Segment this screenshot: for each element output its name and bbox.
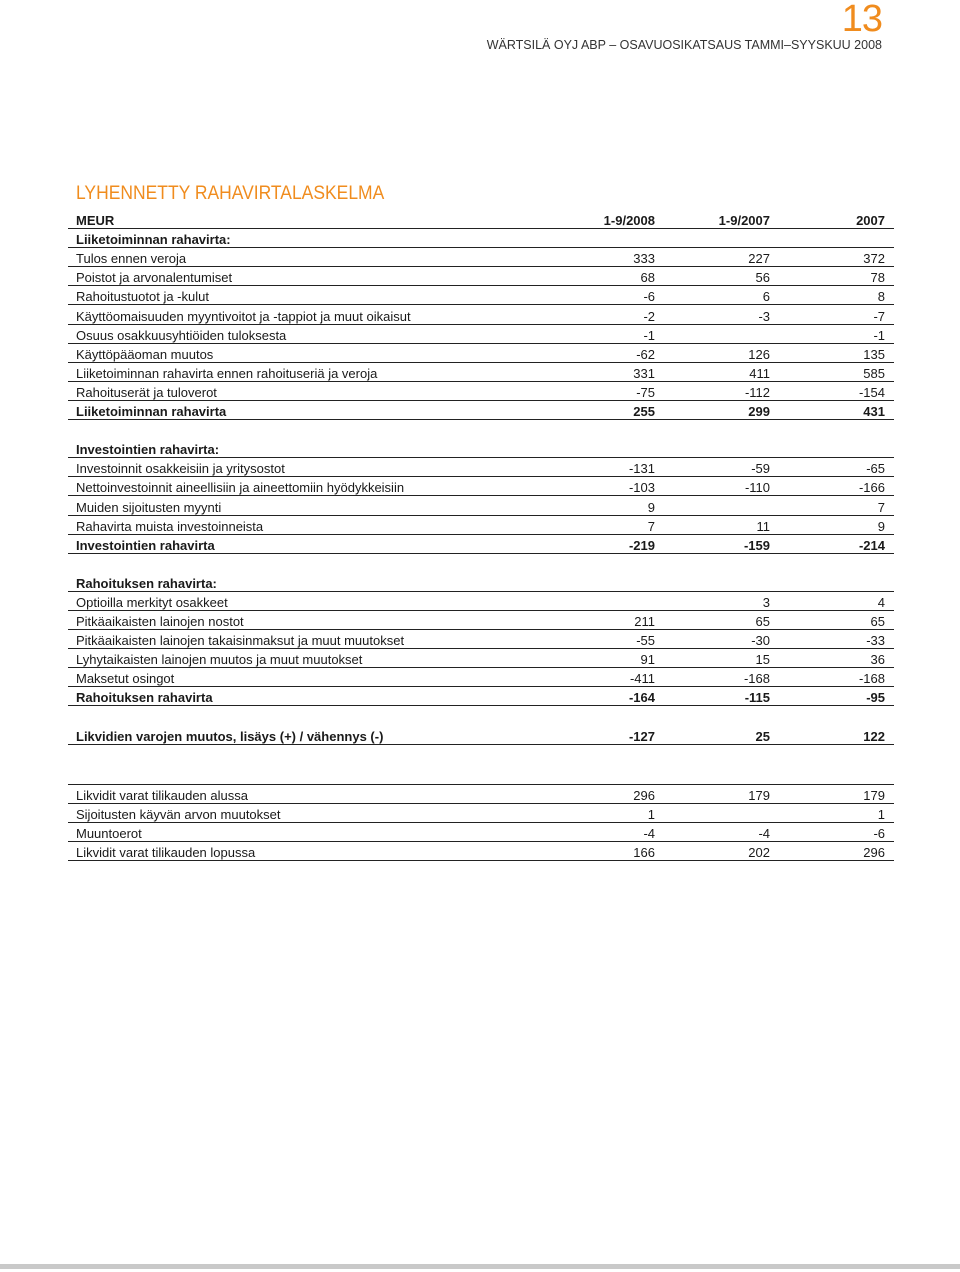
row-value-b: 65 [755,614,770,630]
row-value-a: 91 [640,652,655,668]
row-value-a: 333 [633,251,655,267]
row-label: Poistot ja arvonalentumiset [76,270,233,286]
row-value-a: -75 [636,384,655,400]
row-label: Käyttöomaisuuden myyntivoitot ja -tappiot ja muut oikaisut [76,308,411,324]
column-header-b: 1-9/2007 [718,213,770,229]
row-value-c: 135 [863,346,885,362]
change-b: 25 [755,728,770,744]
footer-bar [0,1264,960,1269]
row-value-b: -110 [744,480,770,496]
row-value-c: 4 [877,594,885,610]
table-row [68,823,894,842]
total-row [68,401,894,420]
row-value-b: 126 [748,346,770,362]
row-value-c: 585 [863,365,885,381]
row-value-b: 3 [762,594,770,610]
spacer [68,554,894,573]
row-value-a: -411 [629,671,655,687]
table-row [68,649,894,668]
row-value-a: 1 [647,806,655,822]
total-b: 299 [748,404,770,420]
row-label: Likvidit varat tilikauden alussa [76,787,248,803]
row-value-a: -1 [643,327,655,343]
table-row [68,842,894,861]
row-value-a: 331 [633,365,655,381]
row-value-c: 78 [870,270,885,286]
row-label: Käyttöpääoman muutos [76,346,214,362]
row-value-c: -166 [858,480,885,496]
table-row [68,611,894,630]
table-row [68,267,894,286]
operating-heading: Liiketoiminnan rahavirta: [76,232,231,248]
row-value-b: 202 [748,845,770,861]
table-row [68,668,894,687]
table-row [68,477,894,496]
row-value-c: 36 [870,652,885,668]
column-header-c: 2007 [856,213,885,229]
row-value-b: 227 [748,251,770,267]
row-value-b: 411 [749,365,770,381]
total-a: -164 [628,690,655,706]
total-a: 255 [633,404,655,420]
table-row [68,344,894,363]
row-value-c: 65 [870,614,885,630]
table-row [68,516,894,535]
row-value-c: 7 [877,499,885,515]
row-value-a: -55 [636,633,655,649]
change-row [68,726,894,745]
row-value-a: 9 [647,499,655,515]
row-label: Investoinnit osakkeisiin ja yritysostot [76,461,285,477]
table-row [68,382,894,401]
row-label: Likvidit varat tilikauden lopussa [76,845,256,861]
row-value-b: -30 [751,633,770,649]
statement-title: LYHENNETTY RAHAVIRTALASKELMA [76,183,385,204]
table-row [68,496,894,515]
row-value-c: 8 [877,289,885,305]
table-row [68,363,894,382]
row-value-c: -65 [866,461,885,477]
row-value-c: 9 [877,518,885,534]
row-value-b: 6 [762,289,770,305]
row-value-c: -154 [858,384,885,400]
total-label: Investointien rahavirta [76,537,215,553]
column-header-label: MEUR [76,213,115,229]
section-heading [68,439,894,458]
total-label: Rahoituksen rahavirta [76,690,213,706]
row-label: Lyhytaikaisten lainojen muutos ja muut muutokset [76,652,363,668]
page-number: 13 [841,0,882,40]
change-c: 122 [863,728,885,744]
row-value-a: -62 [636,346,655,362]
table-row [68,804,894,823]
row-value-a: -103 [628,480,655,496]
total-row [68,535,894,554]
row-value-b: -3 [758,308,770,324]
row-label: Muiden sijoitusten myynti [76,499,222,515]
row-value-a: 166 [633,845,655,861]
row-label: Muuntoerot [76,826,142,841]
row-label: Pitkäaikaisten lainojen nostot [76,614,244,630]
row-value-b: -168 [743,671,770,687]
row-value-a: 296 [633,787,655,803]
table-row [68,592,894,611]
row-label: Rahavirta muista investoinneista [76,518,264,534]
total-c: 431 [863,404,885,420]
section-heading [68,229,894,248]
column-header-row [68,210,894,229]
row-label: Sijoitusten käyvän arvon muutokset [76,806,281,822]
table-row [68,305,894,324]
row-value-b: -4 [758,826,770,841]
financing-heading: Rahoituksen rahavirta: [76,575,217,591]
cash-flow-table [68,210,894,861]
row-value-c: -33 [866,633,885,649]
change-a: -127 [628,728,655,744]
row-value-c: 179 [863,787,885,803]
row-value-c: -6 [873,826,885,841]
row-value-a: -4 [643,826,655,841]
row-label: Liiketoiminnan rahavirta ennen rahoituseriä ja veroja [76,365,378,381]
row-value-a: -6 [643,289,655,305]
table-row [68,286,894,305]
row-label: Rahoituserät ja tuloverot [76,384,217,400]
row-value-c: -168 [858,671,885,687]
row-label: Maksetut osingot [76,671,175,687]
table-row [68,630,894,649]
table-row [68,785,894,804]
total-a: -219 [628,537,655,553]
row-value-a: 211 [634,614,655,630]
change-label: Likvidien varojen muutos, lisäys (+) / vähennys (-) [76,728,384,744]
row-value-b: -112 [744,384,770,400]
row-value-a: 7 [647,518,655,534]
spacer [68,706,894,725]
row-value-a: -131 [628,461,655,477]
row-value-a: -2 [643,308,655,324]
row-value-b: 179 [748,787,770,803]
investing-heading: Investointien rahavirta: [76,442,220,458]
total-row [68,687,894,706]
total-c: -214 [858,537,885,553]
row-value-c: 1 [877,806,885,822]
row-label: Tulos ennen veroja [76,251,187,267]
row-label: Rahoitustuotot ja -kulut [76,289,209,305]
row-label: Optioilla merkityt osakkeet [76,594,228,610]
spacer [68,745,894,764]
liquidity-top-rule [68,764,894,785]
row-value-c: 372 [863,251,885,267]
row-value-c: -7 [873,308,885,324]
table-row [68,325,894,344]
row-value-c: -1 [873,327,885,343]
document-header: WÄRTSILÄ OYJ ABP – OSAVUOSIKATSAUS TAMMI–SYYSKUU 2008 [486,38,882,52]
row-value-b: 15 [755,652,770,668]
total-b: -115 [744,690,770,706]
row-label: Osuus osakkuusyhtiöiden tuloksesta [76,327,287,343]
row-value-b: 11 [756,518,770,534]
table-row [68,458,894,477]
total-b: -159 [743,537,770,553]
table-row [68,248,894,267]
row-label: Pitkäaikaisten lainojen takaisinmaksut ja muut muutokset [76,633,405,649]
total-label: Liiketoiminnan rahavirta [76,404,227,420]
section-heading [68,573,894,592]
spacer [68,420,894,439]
row-value-c: 296 [863,845,885,861]
column-header-a: 1-9/2008 [603,213,655,229]
row-value-a: 68 [640,270,655,286]
row-value-b: -59 [751,461,770,477]
row-value-b: 56 [755,270,770,286]
total-c: -95 [866,690,885,706]
row-label: Nettoinvestoinnit aineellisiin ja aineettomiin hyödykkeisiin [76,480,405,496]
